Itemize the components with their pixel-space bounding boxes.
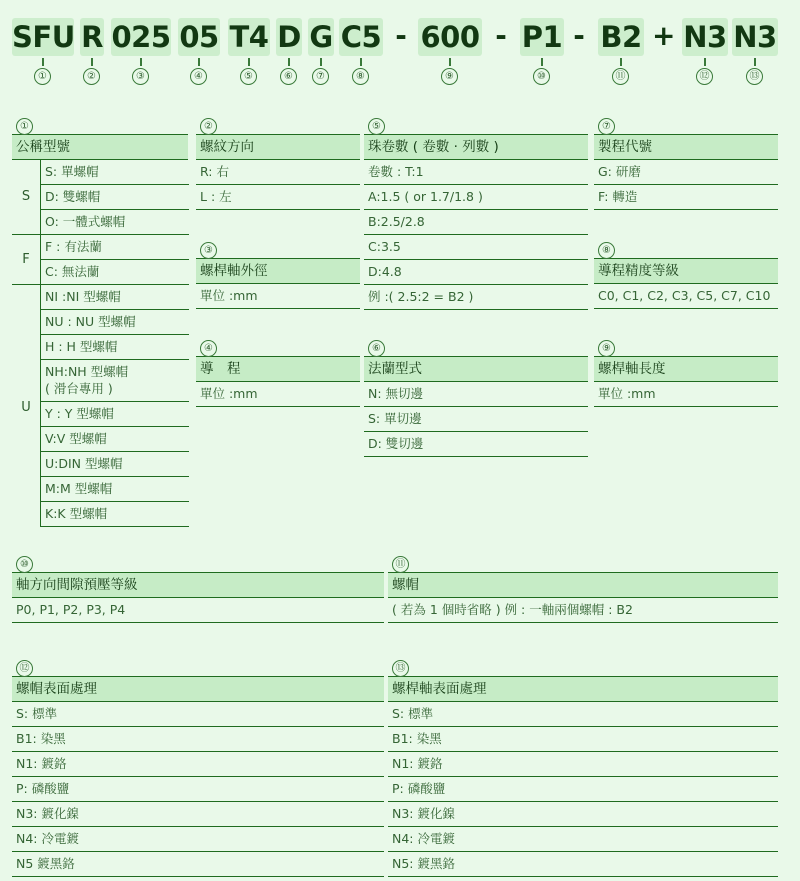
block-header: 公稱型號: [12, 134, 188, 160]
block-header: 螺桿軸表面處理: [388, 676, 778, 702]
list-item: N4: 冷電鍍: [12, 827, 384, 852]
group-label-f: F: [12, 235, 40, 285]
block-number: ⑨: [598, 340, 615, 357]
code-part-8: C5: [340, 20, 382, 54]
code-tick: [320, 58, 322, 66]
list-item: O: 一體式螺帽: [41, 210, 189, 235]
code-part-10-number: ⑩: [533, 68, 550, 85]
list-item: N1: 鍍鉻: [388, 752, 778, 777]
code-part-12: N3: [683, 20, 727, 54]
list-item: N5 鍍黑鉻: [12, 852, 384, 877]
block-number: ②: [200, 118, 217, 135]
spec-block-axial-preload: [12, 552, 384, 623]
list-item: P: 磷酸鹽: [388, 777, 778, 802]
spec-block-shaft-surface: [388, 656, 778, 877]
list-item: N1: 鍍鉻: [12, 752, 384, 777]
block-header: 導 程: [196, 356, 360, 382]
list-item: S: 標準: [12, 702, 384, 727]
code-part-7-number: ⑦: [312, 68, 329, 85]
model-code-bar: [0, 0, 800, 90]
code-part-12-number: ⑫: [696, 68, 713, 85]
spec-block-flange-type: [364, 336, 588, 457]
list-item: ( 若為 1 個時省略 ) 例 : 一軸兩個螺帽 : B2: [388, 598, 778, 623]
list-item: B1: 染黑: [388, 727, 778, 752]
list-item: C0, C1, C2, C3, C5, C7, C10: [594, 284, 778, 309]
block-number: ⑥: [368, 340, 385, 357]
code-part-2-number: ②: [83, 68, 100, 85]
code-tick: [91, 58, 93, 66]
list-item: 單位 :mm: [196, 284, 360, 309]
list-item: G: 研磨: [594, 160, 778, 185]
list-item: N4: 冷電鍍: [388, 827, 778, 852]
list-item: Y : Y 型螺帽: [41, 402, 189, 427]
code-part-7: G: [309, 20, 333, 54]
code-part-2: R: [81, 20, 103, 54]
list-item: C:3.5: [364, 235, 588, 260]
code-part-9-number: ⑨: [441, 68, 458, 85]
block-number: ⑤: [368, 118, 385, 135]
code-tick: [620, 58, 622, 66]
list-item: F: 轉造: [594, 185, 778, 210]
code-separator-3: -: [573, 19, 585, 52]
list-item: D: 雙切邊: [364, 432, 588, 457]
list-item: A:1.5 ( or 1.7/1.8 ): [364, 185, 588, 210]
block-header: 螺桿軸長度: [594, 356, 778, 382]
code-part-4-number: ④: [190, 68, 207, 85]
list-item: S: 單螺帽: [41, 160, 189, 185]
block-header: 螺帽表面處理: [12, 676, 384, 702]
list-item: N: 無切邊: [364, 382, 588, 407]
list-item: D:4.8: [364, 260, 588, 285]
list-item: S: 單切邊: [364, 407, 588, 432]
block-number: ⑪: [392, 556, 409, 573]
list-item: V:V 型螺帽: [41, 427, 189, 452]
group-f-rows: [40, 235, 189, 285]
spec-block-thread-direction: [196, 114, 360, 210]
list-item: NU : NU 型螺帽: [41, 310, 189, 335]
list-item: 卷數 : T:1: [364, 160, 588, 185]
block-number: ⑦: [598, 118, 615, 135]
code-tick: [140, 58, 142, 66]
code-part-1-number: ①: [34, 68, 51, 85]
block-number: ⑫: [16, 660, 33, 677]
spec-block-nut-surface: [12, 656, 384, 877]
code-tick: [198, 58, 200, 66]
code-part-1: SFU: [12, 20, 75, 54]
list-item: N3: 鍍化鎳: [12, 802, 384, 827]
list-item: 單位 :mm: [196, 382, 360, 407]
block-header: 導程精度等級: [594, 258, 778, 284]
code-part-6: D: [277, 20, 301, 54]
block-header: 軸方向間隙預壓等級: [12, 572, 384, 598]
list-item: R: 右: [196, 160, 360, 185]
code-part-3-number: ③: [132, 68, 149, 85]
spec-block-lead-accuracy: [594, 238, 778, 309]
code-tick: [248, 58, 250, 66]
code-part-5: T4: [229, 20, 269, 54]
code-part-11: B2: [598, 18, 644, 56]
list-item: N5: 鍍黑鉻: [388, 852, 778, 877]
group-label-s: S: [12, 160, 40, 235]
code-part-13-number: ⑬: [746, 68, 763, 85]
spec-block-shaft-length: [594, 336, 778, 407]
code-tick: [754, 58, 756, 66]
code-tick: [288, 58, 290, 66]
block-number: ③: [200, 242, 217, 259]
list-item-sub: ( 滑台專用 ): [45, 381, 113, 396]
spec-block-nut-count: [388, 552, 778, 623]
spec-block-nominal-model: [12, 114, 188, 160]
code-separator-1: -: [395, 19, 407, 52]
list-item: N3: 鍍化鎳: [388, 802, 778, 827]
block-header: 螺紋方向: [196, 134, 360, 160]
code-separator-2: -: [495, 19, 507, 52]
spec-block-ball-turns: [364, 114, 588, 310]
block-header: 製程代號: [594, 134, 778, 160]
list-item: H : H 型螺帽: [41, 335, 189, 360]
code-tick: [449, 58, 451, 66]
group-u-rows: [40, 285, 189, 527]
group-label-u: U: [21, 400, 31, 415]
code-part-11-number: ⑪: [612, 68, 629, 85]
list-item: [41, 360, 189, 402]
code-part-6-number: ⑥: [280, 68, 297, 85]
list-item: L : 左: [196, 185, 360, 210]
code-part-9: 600: [418, 18, 482, 56]
block-header: 螺帽: [388, 572, 778, 598]
block-header: 珠卷數 ( 卷數 · 列數 ): [364, 134, 588, 160]
list-item-main: NH:NH 型螺帽: [45, 364, 129, 379]
list-item: P: 磷酸鹽: [12, 777, 384, 802]
block-number: ④: [200, 340, 217, 357]
block-header: 螺桿軸外徑: [196, 258, 360, 284]
list-item: 單位 :mm: [594, 382, 778, 407]
list-item: NI :NI 型螺帽: [41, 285, 189, 310]
block-header: 法蘭型式: [364, 356, 588, 382]
group-s-rows: [40, 160, 189, 235]
block-number: ⑬: [392, 660, 409, 677]
code-part-5-number: ⑤: [240, 68, 257, 85]
list-item: M:M 型螺帽: [41, 477, 189, 502]
spec-block-shaft-diameter: [196, 238, 360, 309]
spec-block-lead: [196, 336, 360, 407]
block-number: ⑩: [16, 556, 33, 573]
list-item: D: 雙螺帽: [41, 185, 189, 210]
code-part-8-number: ⑧: [352, 68, 369, 85]
code-tick: [704, 58, 706, 66]
model-group-table: [12, 160, 188, 532]
list-item: 例 :( 2.5:2 = B2 ): [364, 285, 588, 310]
code-tick: [42, 58, 44, 66]
list-item: S: 標準: [388, 702, 778, 727]
code-tick: [541, 58, 543, 66]
code-part-4: 05: [179, 20, 219, 54]
list-item: C: 無法蘭: [41, 260, 189, 285]
block-number: ⑧: [598, 242, 615, 259]
list-item: B:2.5/2.8: [364, 210, 588, 235]
code-part-10: P1: [521, 20, 563, 54]
code-separator-4: +: [652, 19, 676, 52]
block-number: ①: [16, 118, 33, 135]
code-part-3: 025: [111, 20, 171, 54]
spec-block-process-code: [594, 114, 778, 210]
list-item: K:K 型螺帽: [41, 502, 189, 527]
list-item: P0, P1, P2, P3, P4: [12, 598, 384, 623]
code-tick: [360, 58, 362, 66]
list-item: B1: 染黑: [12, 727, 384, 752]
list-item: U:DIN 型螺帽: [41, 452, 189, 477]
list-item: F : 有法蘭: [41, 235, 189, 260]
code-part-13: N3: [733, 20, 777, 54]
